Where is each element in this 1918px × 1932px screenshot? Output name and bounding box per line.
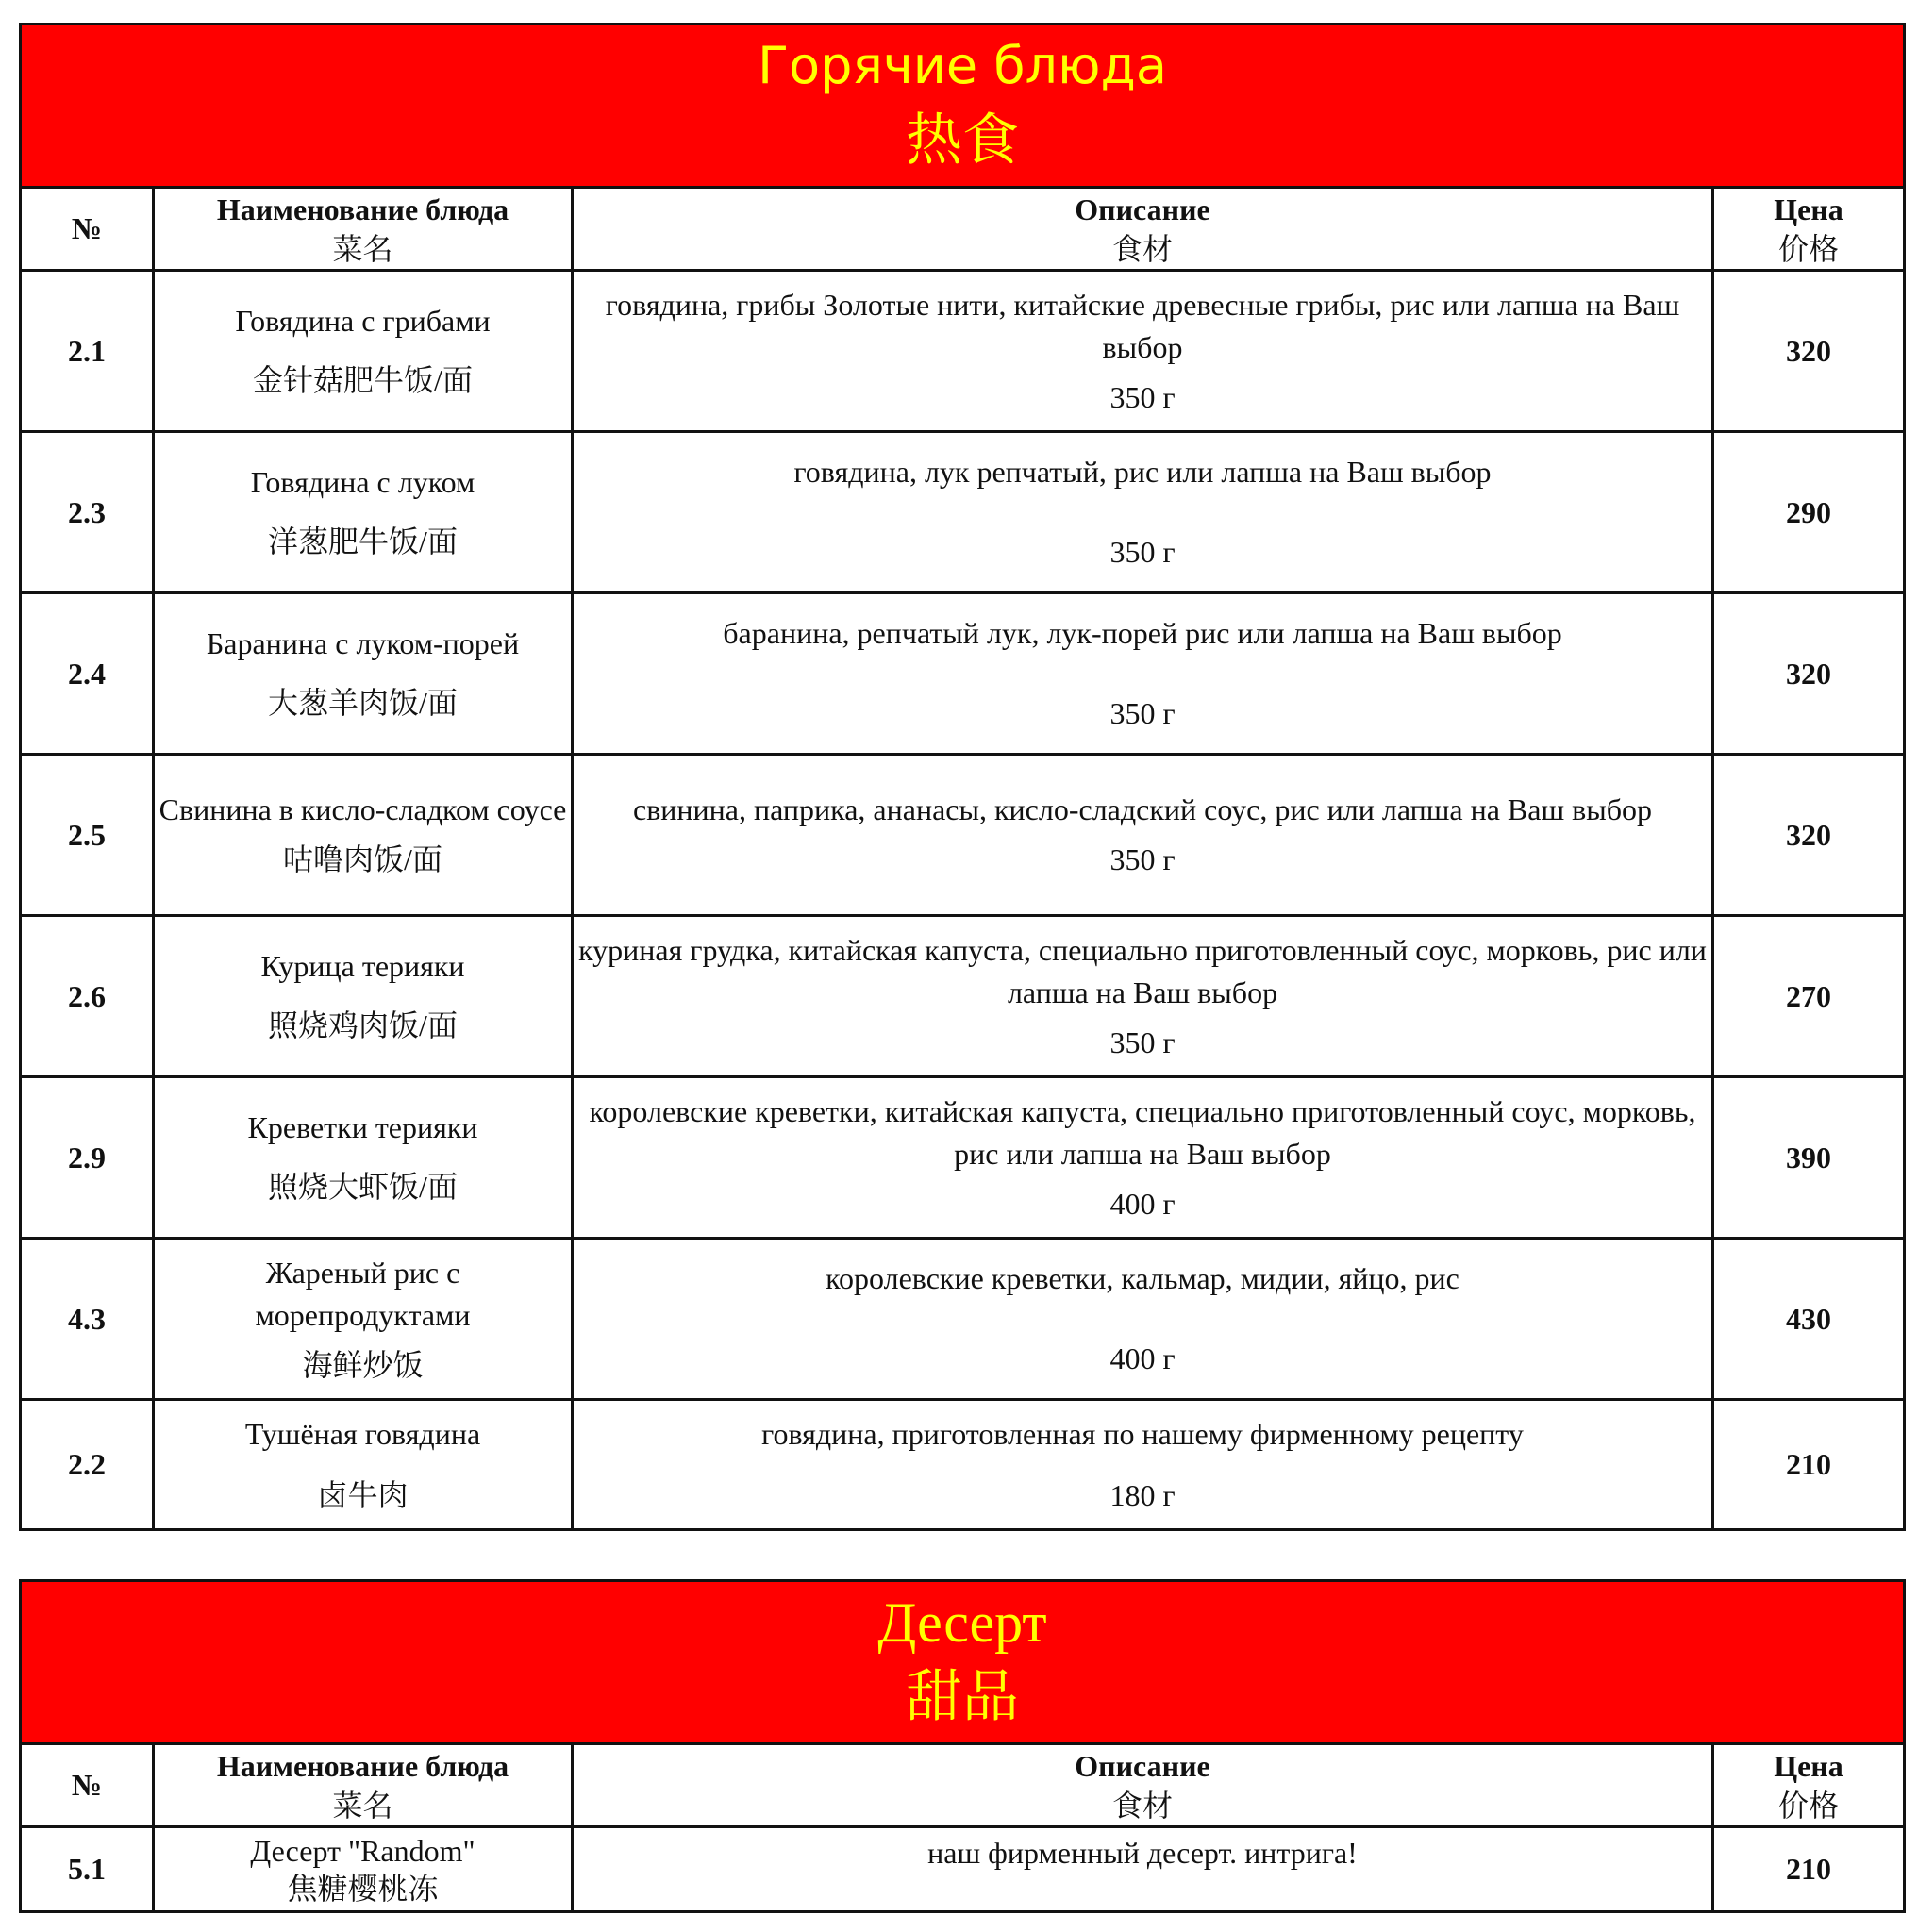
dish-name-zh: 卤牛肉	[317, 1477, 409, 1512]
dish-name-zh: 照烧鸡肉饭/面	[268, 1008, 458, 1042]
dish-number: 2.4	[21, 593, 154, 755]
header-desc-ru: Описание	[1075, 1748, 1210, 1783]
header-name-ru: Наименование блюда	[216, 1748, 509, 1783]
dish-price: 210	[1713, 1400, 1905, 1530]
dish-price: 290	[1713, 432, 1905, 593]
dessert-banner	[21, 1581, 1905, 1744]
dish-name	[154, 271, 573, 432]
dish-description	[573, 1400, 1713, 1530]
dish-name	[154, 1239, 573, 1400]
dish-ingredients: говядина, приготовленная по нашему фирменному рецепту	[761, 1416, 1524, 1451]
dish-price: 320	[1713, 755, 1905, 916]
dish-weight: 350 г	[1109, 1024, 1176, 1059]
dish-name-zh: 海鲜炒饭	[302, 1347, 424, 1382]
dish-number: 2.1	[21, 271, 154, 432]
dish-name-ru: Креветки терияки	[247, 1110, 478, 1144]
hot-dishes-banner	[21, 25, 1905, 188]
dish-number: 4.3	[21, 1239, 154, 1400]
dish-name-zh: 焦糖樱桃冻	[287, 1871, 439, 1906]
dessert-header-row	[21, 1744, 1905, 1827]
table-row	[21, 271, 1905, 432]
dish-description	[573, 1827, 1713, 1912]
dish-name	[154, 1077, 573, 1239]
header-name-zh: 菜名	[332, 1788, 393, 1823]
header-price	[1713, 188, 1905, 271]
dish-price: 320	[1713, 593, 1905, 755]
header-desc-ru: Описание	[1075, 192, 1210, 226]
dish-ingredients: говядина, грибы Золотые нити, китайские древесные грибы, рис или лапша на Ваш выбор	[605, 287, 1680, 364]
dish-name	[154, 593, 573, 755]
dish-number: 5.1	[21, 1827, 154, 1912]
dish-price: 270	[1713, 916, 1905, 1077]
header-name	[154, 188, 573, 271]
dish-name-zh: 洋葱肥牛饭/面	[268, 525, 458, 558]
dish-description	[573, 593, 1713, 755]
table-row	[21, 916, 1905, 1077]
dish-name-ru: Тушёная говядина	[244, 1416, 481, 1451]
hot-dishes-title-ru: Горячие блюда	[758, 36, 1167, 95]
dish-name	[154, 755, 573, 916]
dish-ingredients: баранина, репчатый лук, лук-порей рис или лапша на Ваш выбор	[723, 616, 1562, 650]
dish-ingredients: наш фирменный десерт. интрига!	[927, 1836, 1358, 1870]
dish-price: 210	[1713, 1827, 1905, 1912]
dish-name-zh: 咕噜肉饭/面	[283, 842, 442, 876]
dish-number: 2.6	[21, 916, 154, 1077]
header-num: №	[21, 1744, 154, 1827]
dish-weight: 180 г	[1109, 1477, 1176, 1512]
dish-description	[573, 271, 1713, 432]
header-price-ru: Цена	[1774, 1748, 1843, 1783]
dish-weight: 350 г	[1109, 379, 1176, 414]
table-row	[21, 755, 1905, 916]
table-row	[21, 1827, 1905, 1912]
dish-description	[573, 916, 1713, 1077]
dessert-title-zh: 甜品	[906, 1664, 1020, 1730]
header-desc	[573, 1744, 1713, 1827]
dish-description	[573, 432, 1713, 593]
dish-weight: 350 г	[1109, 842, 1176, 876]
dish-number: 2.5	[21, 755, 154, 916]
table-row	[21, 432, 1905, 593]
dish-name-ru: Жареный рис с морепродуктами	[255, 1255, 471, 1332]
dish-name-zh: 大葱羊肉饭/面	[268, 686, 458, 720]
dish-description	[573, 1077, 1713, 1239]
dish-ingredients: куриная грудка, китайская капуста, специально приготовленный соус, морковь, рис или лапша на Ваш выбор	[578, 932, 1707, 1009]
dish-description	[573, 755, 1713, 916]
dish-name	[154, 916, 573, 1077]
header-name	[154, 1744, 573, 1827]
header-desc-zh: 食材	[1111, 1788, 1173, 1823]
table-row	[21, 1239, 1905, 1400]
dish-ingredients: королевские креветки, китайская капуста, специально приготовленный соус, морковь, рис или лапша на Ваш выбор	[589, 1093, 1696, 1171]
dish-name-ru: Баранина с луком-порей	[206, 626, 520, 660]
table-row	[21, 1077, 1905, 1239]
dish-name	[154, 432, 573, 593]
header-price-zh: 价格	[1778, 231, 1840, 266]
dish-weight: 400 г	[1109, 1341, 1176, 1375]
header-price-ru: Цена	[1774, 192, 1843, 226]
dish-name-zh: 照烧大虾饭/面	[268, 1170, 458, 1204]
dessert-title-ru: Десерт	[877, 1591, 1047, 1654]
dish-price: 390	[1713, 1077, 1905, 1239]
dish-name-ru: Курица терияки	[260, 949, 465, 983]
hot-header-row	[21, 188, 1905, 271]
dish-name-zh: 金针菇肥牛饭/面	[253, 363, 473, 397]
header-price	[1713, 1744, 1905, 1827]
dish-description	[573, 1239, 1713, 1400]
dish-name-ru: Свинина в кисло-сладком соусе	[158, 792, 567, 826]
dish-ingredients: королевские креветки, кальмар, мидии, яйцо, рис	[826, 1261, 1459, 1295]
header-desc-zh: 食材	[1111, 231, 1173, 266]
header-name-ru: Наименование блюда	[216, 192, 509, 226]
dish-ingredients: свинина, паприка, ананасы, кисло-сладский соус, рис или лапша на Ваш выбор	[632, 792, 1652, 826]
dish-name-ru: Говядина с луком	[250, 465, 475, 499]
dish-weight: 350 г	[1109, 696, 1176, 730]
table-row	[21, 593, 1905, 755]
dish-name	[154, 1827, 573, 1912]
table-row	[21, 1400, 1905, 1530]
dessert-table	[19, 1579, 1906, 1913]
hot-dishes-title-zh: 热食	[906, 108, 1019, 174]
dish-weight: 350 г	[1109, 535, 1176, 569]
dish-name-ru: Говядина с грибами	[235, 304, 491, 338]
dish-number: 2.9	[21, 1077, 154, 1239]
hot-dishes-table	[19, 23, 1906, 1531]
dish-number: 2.3	[21, 432, 154, 593]
header-num: №	[21, 188, 154, 271]
header-desc	[573, 188, 1713, 271]
dish-number: 2.2	[21, 1400, 154, 1530]
dish-weight: 400 г	[1109, 1186, 1176, 1221]
dish-name	[154, 1400, 573, 1530]
dish-price: 430	[1713, 1239, 1905, 1400]
header-name-zh: 菜名	[332, 231, 393, 266]
dish-price: 320	[1713, 271, 1905, 432]
dish-ingredients: говядина, лук репчатый, рис или лапша на Ваш выбор	[793, 455, 1492, 489]
dish-name-ru: Десерт "Random"	[250, 1833, 475, 1868]
header-price-zh: 价格	[1778, 1788, 1840, 1823]
